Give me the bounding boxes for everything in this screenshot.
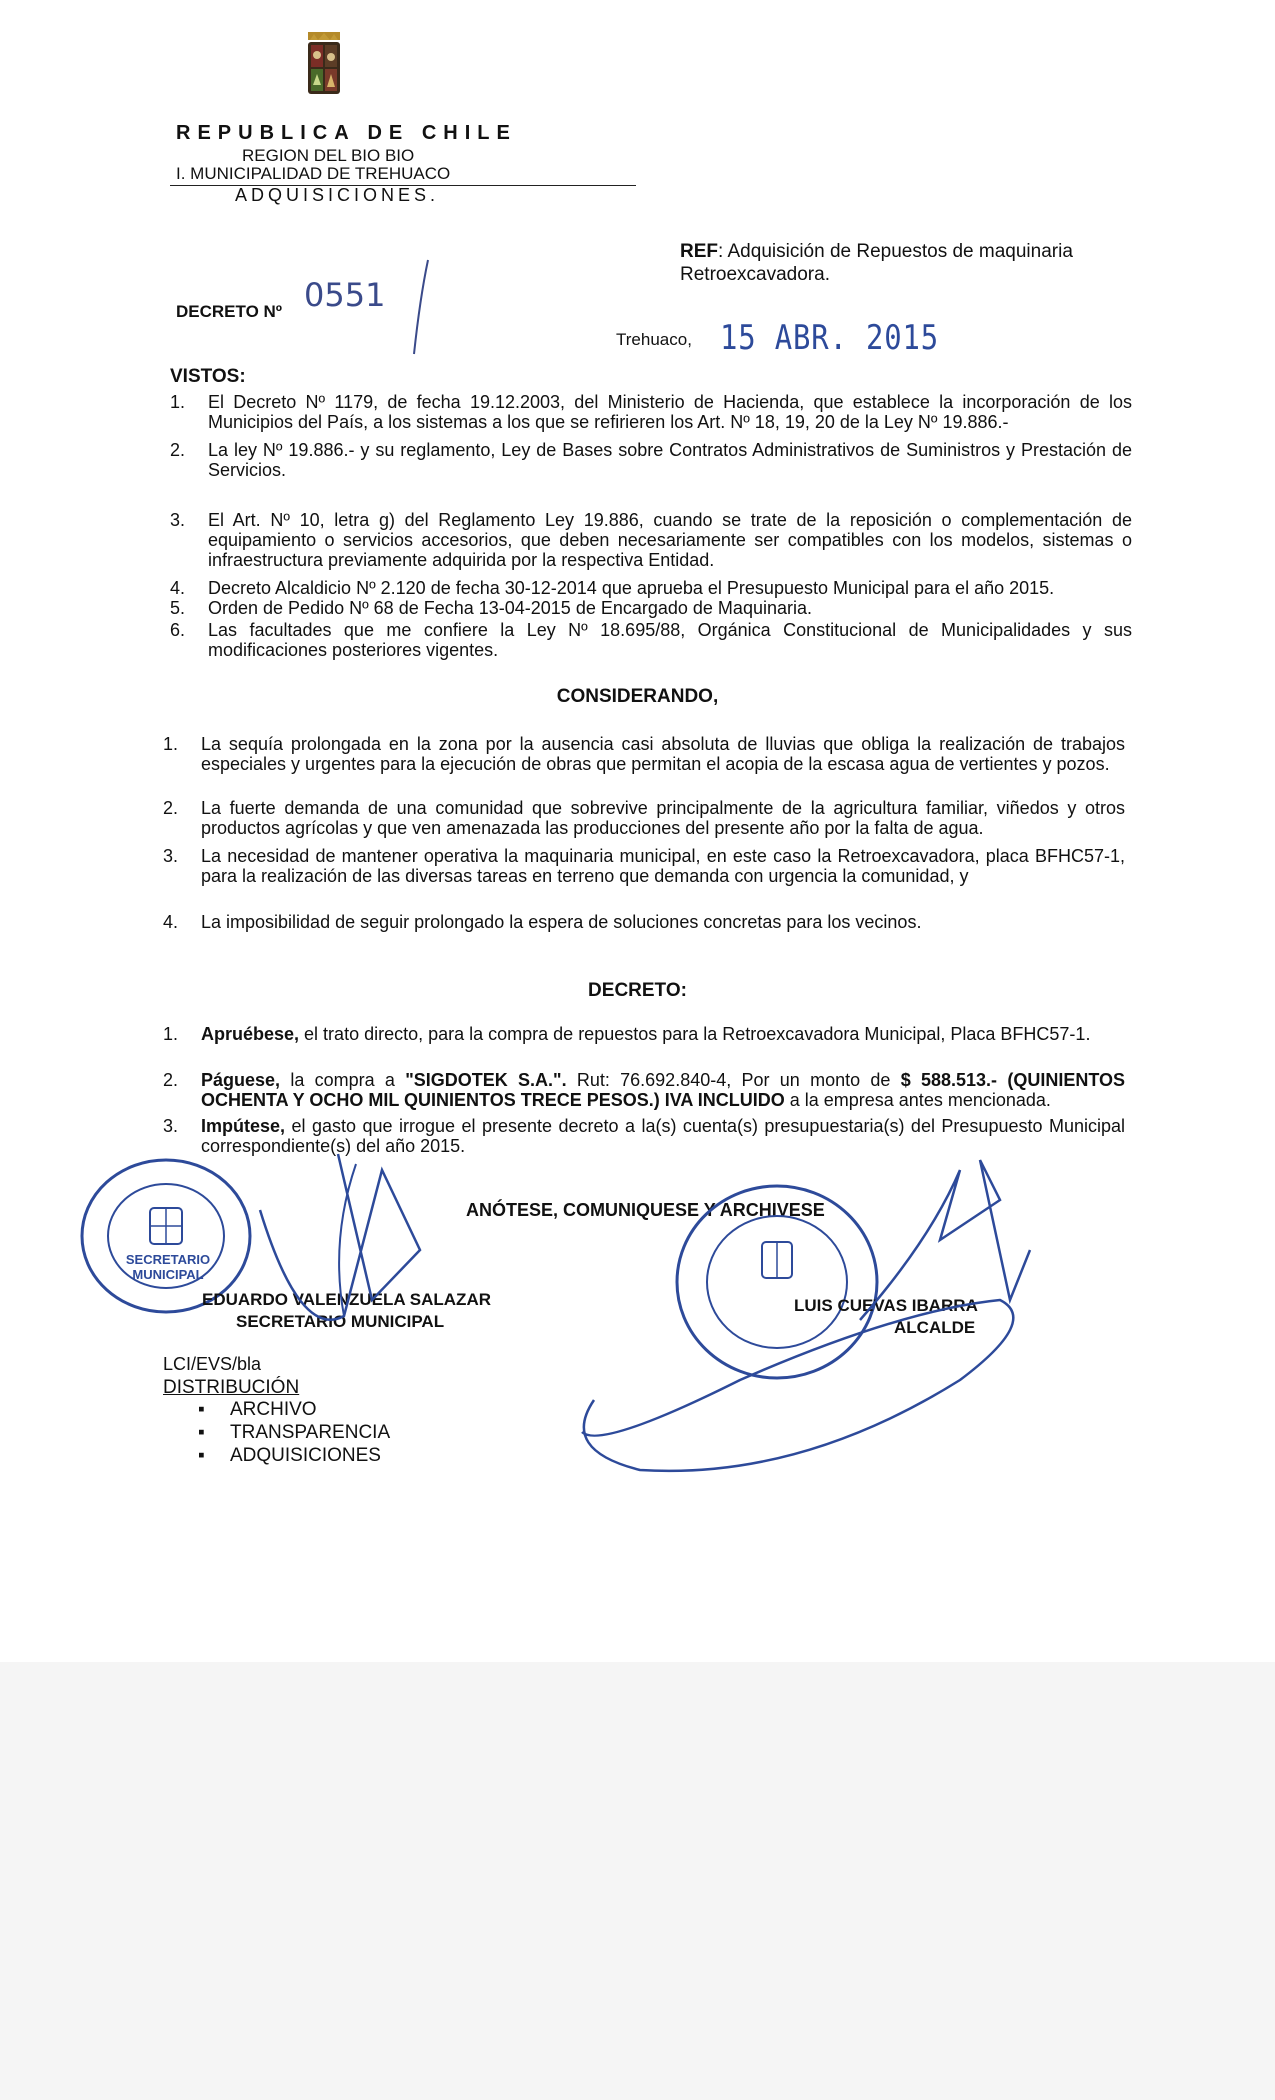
closing-formula: ANÓTESE, COMUNIQUESE Y ARCHIVESE xyxy=(466,1200,825,1220)
decree-number-mark xyxy=(390,258,450,358)
vistos-item: 6. Las facultades que me confiere la Ley Nº 18.695/88, Orgánica Constitucional de Municipalidades y sus modificaciones posteriores vigentes. xyxy=(170,620,1132,660)
reference xyxy=(680,240,1120,286)
alcalde-name: LUIS CUEVAS IBARRA xyxy=(794,1296,978,1315)
distribution-item: ▪ ADQUISICIONES xyxy=(198,1444,390,1467)
date-stamp: 15 ABR. 2015 xyxy=(720,318,939,358)
vistos-heading: VISTOS: xyxy=(170,366,246,387)
reference-label: REF xyxy=(680,241,718,262)
decree-number-label: DECRETO Nº xyxy=(176,302,283,321)
vistos-item: 3. El Art. Nº 10, letra g) del Reglamento Ley 19.886, cuando se trate de la reposición o complementación de equipamiento o servicios accesorios, que deben necesariamente ser compatibles con los modelos, sistemas o infraestructura previamente adquirida por la respectiva Entidad. xyxy=(170,510,1132,570)
decreto-item: 3. Impútese, el gasto que irrogue el presente decreto a la(s) cuenta(s) presupuestaria(s) del Presupuesto Municipal correspondiente(s) del año 2015. xyxy=(163,1116,1125,1156)
considerando-item: 1. La sequía prolongada en la zona por la ausencia casi absoluta de lluvias que obliga la realización de trabajos especiales y urgentes para la ejecución de obras que permitan el acopia de la escasa agua de vertientes y pozos. xyxy=(163,734,1125,774)
considerando-heading: CONSIDERANDO, xyxy=(556,686,719,707)
considerando-item: 2. La fuerte demanda de una comunidad que sobrevive principalmente de la agricultura familiar, viñedos y otros productos agrícolas y que ven amenazada las producciones del presente año por la falta de agua. xyxy=(163,798,1125,838)
decreto-item: 2. Páguese, la compra a "SIGDOTEK S.A.". Rut: 76.692.840-4, Por un monto de $ 588.513.- (QUINIENTOS OCHENTA Y OCHO MIL QUINIENTOS TRECE PESOS.) IVA INCLUIDO a la empresa antes mencionada. xyxy=(163,1070,1126,1110)
seal-left-center: SECRETARIO MUNICIPAL xyxy=(125,1252,211,1282)
alcalde-seal-icon xyxy=(672,1182,882,1382)
date-label: Trehuaco, xyxy=(616,330,692,349)
header-region: REGION DEL BIO BIO xyxy=(242,146,415,165)
vistos-item: 1. El Decreto Nº 1179, de fecha 19.12.2003, del Ministerio de Hacienda, que establece la incorporación de los Municipios del País, a los sistemas a los que se refirieren los Art. Nº 18, 19, 20 de la Ley Nº 19.886.- xyxy=(170,392,1132,432)
considerando-item: 3. La necesidad de mantener operativa la maquinaria municipal, en este caso la Retroexcavadora, placa BFHC57-1, para la realización de las diversas tareas en terreno que demanda con urgencia la comunidad, y xyxy=(163,846,1125,886)
distribution-list xyxy=(198,1398,390,1467)
considerando-item: 4. La imposibilidad de seguir prolongado la espera de soluciones concretas para los vecinos. xyxy=(163,912,922,932)
decreto-heading: DECRETO: xyxy=(588,980,687,1001)
vistos-item: 4. Decreto Alcaldicio Nº 2.120 de fecha 30-12-2014 que aprueba el Presupuesto Municipal para el año 2015. xyxy=(170,578,1055,598)
decreto-item: 1. Apruébese, el trato directo, para la compra de repuestos para la Retroexcavadora Municipal, Placa BFHC57-1. xyxy=(163,1024,1091,1044)
distribution-item: ▪ ARCHIVO xyxy=(198,1398,390,1421)
municipal-crest-icon xyxy=(306,30,342,100)
header-municipality: I. MUNICIPALIDAD DE TREHUACO xyxy=(176,164,451,183)
decree-number: 0551 xyxy=(304,276,386,314)
vistos-item: 5. Orden de Pedido Nº 68 de Fecha 13-04-2015 de Encargado de Maquinaria. xyxy=(170,598,812,618)
distribution-item: ▪ TRANSPARENCIA xyxy=(198,1421,390,1444)
secretario-name: EDUARDO VALENZUELA SALAZAR xyxy=(202,1290,491,1309)
alcalde-role: ALCALDE xyxy=(894,1318,976,1337)
vistos-item: 2. La ley Nº 19.886.- y su reglamento, Ley de Bases sobre Contratos Administrativos de Suministros y Prestación de Servicios. xyxy=(170,440,1132,480)
header-country: REPUBLICA DE CHILE xyxy=(176,122,517,144)
secretario-role: SECRETARIO MUNICIPAL xyxy=(236,1312,445,1331)
distribution-title: DISTRIBUCIÓN xyxy=(163,1377,300,1398)
header-department: ADQUISICIONES. xyxy=(235,185,440,205)
reference-text: : Adquisición de Repuestos de maquinaria Retroexcavadora. xyxy=(680,241,1073,285)
initials: LCI/EVS/bla xyxy=(163,1354,262,1374)
